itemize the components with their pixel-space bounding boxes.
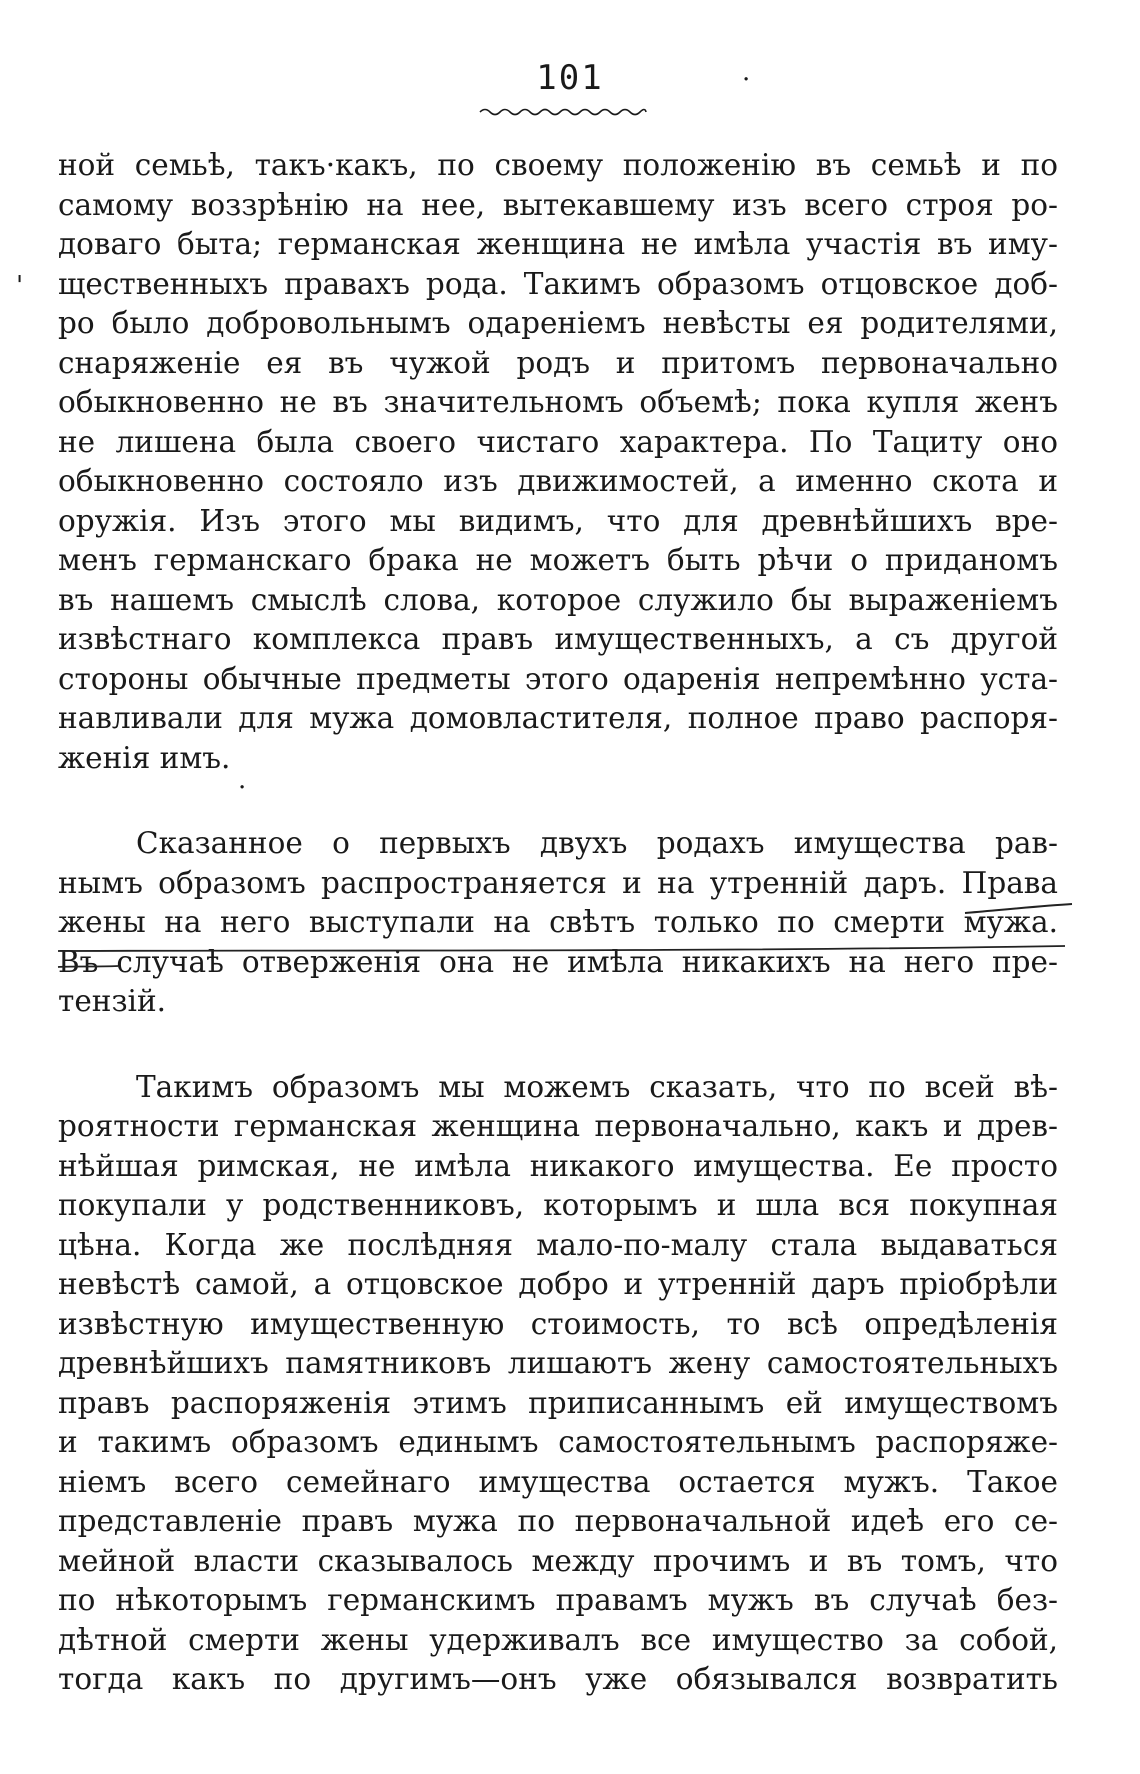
text-line: менъ германскаго брака не можетъ быть рѣчи о приданомъ — [58, 543, 1058, 577]
text-line: обыкновенно не въ значительномъ объемѣ; пока купля женъ — [58, 385, 1058, 419]
text-line: ро было добровольнымъ одареніемъ невѣсты ея родителями, — [58, 306, 1058, 340]
page-number: 101 — [536, 58, 604, 98]
text-line: правъ распоряженія этимъ приписаннымъ ей имуществомъ — [58, 1385, 1058, 1420]
text-line: роятности германская женщина первоначально, какъ и древ- — [58, 1109, 1058, 1143]
text-line: Такимъ образомъ мы можемъ сказать, что по всей вѣ- — [136, 1069, 1058, 1104]
text-line: тензій. — [58, 984, 167, 1018]
text-line: женія имъ. — [58, 740, 231, 775]
text-line: самому воззрѣнію на нее, вытекавшему изъ всего строя ро- — [58, 187, 1058, 222]
text-line: щественныхъ правахъ рода. Такимъ образомъ отцовское доб- — [58, 266, 1058, 301]
body-text — [58, 146, 1058, 1700]
text-line: Въ случаѣ отверженія она не имѣла никакихъ на него пре- — [58, 944, 1058, 979]
text-line: навливали для мужа домовластителя, полное право распоря- — [58, 701, 1058, 735]
paragraph-3 — [58, 1068, 1058, 1700]
text-line: оружія. Изъ этого мы видимъ, что для древнѣйшихъ вре- — [58, 503, 1058, 538]
text-line: доваго быта; германская женщина не имѣла участія въ иму- — [58, 227, 1058, 261]
text-line: покупали у родственниковъ, которымъ и шла вся покупная — [58, 1188, 1058, 1222]
text-line: снаряженіе ея въ чужой родъ и притомъ первоначально — [58, 345, 1058, 380]
text-line: тогда какъ по другимъ—онъ уже обязывался возвратить — [58, 1662, 1058, 1696]
text-line: стороны обычные предметы этого одаренія непремѣнно уста- — [58, 661, 1058, 696]
text-line: извѣстную имущественную стоимость, то всѣ опредѣленія — [58, 1306, 1058, 1341]
text-line: ніемъ всего семейнаго имущества остается мужъ. Такое — [58, 1464, 1058, 1499]
text-line: и такимъ образомъ единымъ самостоятельнымъ распоряже- — [58, 1425, 1058, 1459]
text-line: цѣна. Когда же послѣдняя мало-по-малу стала выдаваться — [58, 1227, 1058, 1262]
text-line: не лишена была своего чистаго характера. По Тациту оно — [58, 424, 1058, 459]
text-line: мейной власти сказывалось между прочимъ и въ томъ, что — [58, 1543, 1058, 1578]
stray-ink-dot: ' — [16, 271, 24, 301]
text-line: Сказанное о первыхъ двухъ родахъ имущества рав- — [136, 826, 1058, 860]
text-line: невѣстѣ самой, а отцовское добро и утренній даръ пріобрѣли — [58, 1267, 1058, 1301]
text-line: обыкновенно состояло изъ движимостей, а именно скота и — [58, 464, 1058, 498]
header-wavy-rule — [478, 106, 648, 118]
paragraph-gap — [58, 1022, 1058, 1068]
text-line: древнѣйшихъ памятниковъ лишаютъ жену самостоятельныхъ — [58, 1346, 1058, 1380]
text-line: извѣстнаго комплекса правъ имущественныхъ, а съ другой — [58, 622, 1058, 656]
text-line: ной семьѣ, такъ·какъ, по своему положенію въ семьѣ и по — [58, 148, 1058, 182]
paragraph-1 — [58, 146, 1058, 778]
paragraph-2 — [58, 824, 1058, 1022]
text-line: нѣйшая римская, не имѣла никакого имущества. Ее просто — [58, 1148, 1058, 1183]
text-line: жены на него выступали на свѣтъ только по смерти мужа. — [58, 905, 1058, 939]
text-line: по нѣкоторымъ германскимъ правамъ мужъ въ случаѣ без- — [58, 1583, 1058, 1617]
stray-ink-dot: · — [742, 65, 751, 95]
stray-ink-dot: · — [238, 773, 247, 803]
text-line: въ нашемъ смыслѣ слова, которое служило бы выраженіемъ — [58, 582, 1058, 617]
text-line: нымъ образомъ распространяется и на утренній даръ. Права — [58, 865, 1058, 900]
text-line: дѣтной смерти жены удерживалъ все имущество за собой, — [58, 1622, 1058, 1657]
text-line: представленіе правъ мужа по первоначальной идеѣ его се- — [58, 1504, 1058, 1538]
paragraph-gap — [58, 773, 1058, 824]
